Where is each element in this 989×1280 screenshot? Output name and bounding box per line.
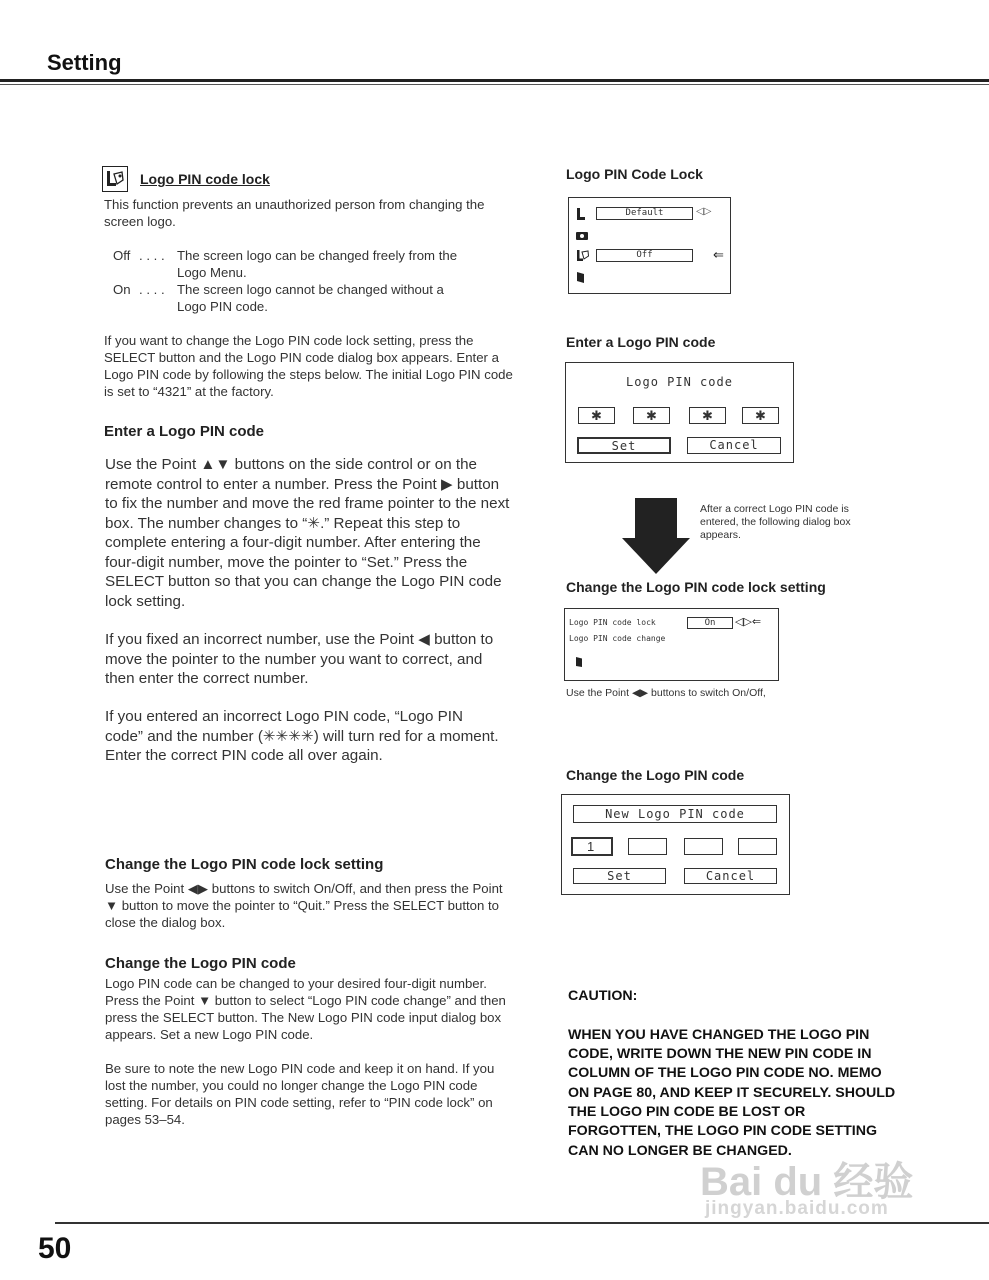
logo-lock-icon [102,166,128,192]
section-title: Logo PIN code lock [140,171,270,187]
set-button[interactable]: Set [573,868,666,884]
new-pin-digit-4[interactable] [738,838,777,855]
logo-lock-icon [576,249,590,263]
camera-icon [576,231,588,241]
cancel-button[interactable]: Cancel [684,868,777,884]
intro-text: This function prevents an unauthorized person from changing the screen logo. [104,197,485,229]
enter-pin-para1: Use the Point ▲▼ buttons on the side control or on the remote control to enter a number. Press the Point ▶ button to fix the number and move the red frame pointer to the next box. The number changes to “✳.” Repeat this step to complete entering a four-digit number. After entering the four-digit number, move the pointer to “Set.” Press the SELECT button so that you can change the Logo PIN code lock setting. [105,456,510,610]
watermark-url: jingyan.baidu.com [705,1198,889,1219]
set-button[interactable]: Set [577,437,671,454]
caution-title: CAUTION: [568,988,638,1005]
pin-digit-4[interactable]: ✱ [742,407,779,424]
caution-block [568,968,898,1180]
pin-dialog [565,362,794,463]
page-title: Setting [47,50,122,75]
new-pin-digit-2[interactable] [628,838,667,855]
page-number: 50 [38,1232,72,1265]
header-rule-thin [0,84,989,85]
fig4-caption: Change the Logo PIN code [566,767,745,783]
lock-onoff-field[interactable]: On [687,617,733,629]
new-pin-digit-3[interactable] [684,838,723,855]
change-code-heading: Change the Logo PIN code [105,955,296,972]
exit-door-icon [576,271,586,284]
pin-digit-1[interactable]: ✱ [578,407,615,424]
cancel-button[interactable]: Cancel [687,437,781,454]
change-row-label[interactable]: Logo PIN code change [569,634,666,643]
fig3-note: Use the Point ◀▶ buttons to switch On/Off, [566,687,766,699]
pointer-arrow-icon: ⇐ [713,247,724,262]
option-on-key: On [113,282,131,297]
change-code-para2: Be sure to note the new Logo PIN code and keep it on hand. If you lost the number, you could no longer change the Logo PIN code setting. For details on PIN code setting, refer to “PIN code lock” on pages 53–54. [105,1061,495,1127]
fig2-caption: Enter a Logo PIN code [566,334,716,350]
change-lock-para: Use the Point ◀▶ buttons to switch On/Off, and then press the Point ▼ button to move the pointer to “Quit.” Press the SELECT button to close the dialog box. [105,881,503,930]
option-off-dots: . . . . [139,248,165,263]
fig1-caption: Logo PIN Code Lock [566,166,703,182]
caution-text: WHEN YOU HAVE CHANGED THE LOGO PIN CODE, WRITE DOWN THE NEW PIN CODE IN COLUMN OF THE LOGO PIN CODE NO. MEMO ON PAGE 80, AND KEEP IT SECURELY. SHOULD THE LOGO PIN CODE BE LOST OR FORGOTTEN, THE LOGO PIN CODE SETTING CAN NO LONGER BE CHANGED. [568,1026,896,1159]
down-arrow-icon [622,498,690,574]
pin-digit-2[interactable]: ✱ [633,407,670,424]
option-off-key: Off [113,248,131,263]
option-on-dots: . . . . [139,282,165,297]
footer-rule [55,1222,989,1224]
arrow-note: After a correct Logo PIN code is entered, the following dialog box appears. [700,503,851,541]
pin-dialog-title: Logo PIN code [626,375,733,389]
exit-door-icon [575,656,583,668]
logo-select-field[interactable]: Default [596,207,693,220]
watermark-logo: Bai du 经验 [700,1160,914,1204]
new-pin-digit-1[interactable]: 1 [571,837,613,856]
lock-row-label: Logo PIN code lock [569,618,656,627]
change-lock-heading: Change the Logo PIN code lock setting [105,856,384,873]
change-code-para1: Logo PIN code can be changed to your desired four-digit number. Press the Point ▼ button to select “Logo PIN code change” and then press the SELECT button. The New Logo PIN code input dialog box appears. Set a new Logo PIN code. [105,976,506,1042]
option-on-desc: The screen logo cannot be changed without a Logo PIN code. [177,282,444,314]
pin-lock-field[interactable]: Off [596,249,693,262]
toggle-arrows-icon: ◁▷⇐ [735,616,762,628]
option-off-desc: The screen logo can be changed freely from the Logo Menu. [177,248,458,280]
header-rule [0,79,989,82]
enter-pin-para3: If you entered an incorrect Logo PIN code, “Logo PIN code” and the number (✳✳✳✳) will turn red for a moment. Enter the correct PIN code all over again. [105,708,499,764]
enter-pin-heading: Enter a Logo PIN code [104,423,265,440]
lock-setting-dialog [564,608,779,681]
new-pin-dialog [561,794,790,895]
logo-menu-icon [576,207,588,221]
lock-setting-para: If you want to change the Logo PIN code lock setting, press the SELECT button and the Logo PIN code dialog box appears. Enter a Logo PIN code by following the steps below. The initial Logo PIN code is set to “4321” at the factory. [104,333,513,399]
fig3-caption: Change the Logo PIN code lock setting [566,579,826,595]
enter-pin-para2: If you fixed an incorrect number, use the Point ◀ button to move the pointer to the number you want to correct, and then enter the correct number. [105,631,494,687]
pin-digit-3[interactable]: ✱ [689,407,726,424]
new-pin-title: New Logo PIN code [573,805,777,823]
left-right-arrows-icon: ◁▷ [696,206,712,217]
logo-lock-menu [568,197,731,294]
